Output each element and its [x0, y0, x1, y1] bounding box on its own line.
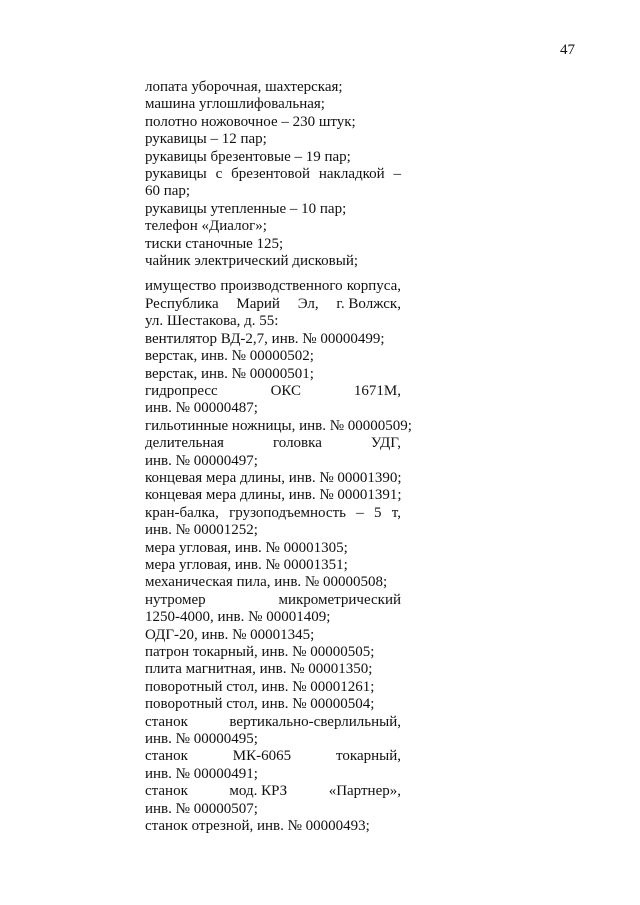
text-line: инв. № 00001252; — [145, 522, 258, 539]
text-line: мера угловая, инв. № 00001305; — [145, 539, 348, 556]
page-number: 47 — [560, 42, 575, 58]
paragraph-gap — [145, 270, 401, 278]
text-line: лопата уборочная, шахтерская; — [145, 79, 343, 95]
item-list-top — [145, 79, 401, 270]
text-line: 1250-4000, инв. № 00001409; — [145, 609, 331, 626]
word: – — [393, 166, 401, 183]
word: 1671М, — [353, 382, 401, 399]
word: Эл, — [297, 295, 319, 312]
item-list-production-building — [145, 278, 412, 835]
text-line: патрон токарный, инв. № 00000505; — [145, 644, 375, 660]
word: производственного — [220, 278, 343, 295]
word: нутромер — [145, 591, 206, 608]
word: рукавицы — [145, 166, 207, 183]
word: мод. КРЗ — [229, 783, 288, 800]
text-line — [145, 166, 401, 183]
text-line — [145, 383, 401, 400]
word: накладкой — [318, 166, 385, 183]
word: станок — [145, 783, 188, 800]
word: – — [356, 504, 364, 521]
text-line: инв. № 00000495; — [145, 731, 258, 748]
word: грузоподъемность — [229, 504, 346, 521]
text-line: телефон «Диалог»; — [145, 218, 267, 235]
text-line: инв. № 00000497; — [145, 452, 258, 469]
text-line: чайник электрический дисковый; — [145, 253, 359, 270]
text-line: концевая мера длины, инв. № 00001390; — [145, 469, 402, 486]
word: микрометрический — [278, 591, 401, 608]
text-line: механическая пила, инв. № 00000508; — [145, 574, 388, 591]
text-line: тиски станочные 125; — [145, 235, 284, 252]
text-line: инв. № 00000491; — [145, 765, 258, 782]
word: имущество — [145, 278, 217, 295]
word: делительная — [145, 435, 224, 452]
word: Республика — [145, 295, 219, 312]
word: токарный, — [336, 748, 401, 765]
text-line — [145, 296, 401, 313]
word: 5 — [374, 504, 382, 521]
text-line: рукавицы – 12 пар; — [145, 131, 267, 148]
word: гидропресс — [145, 382, 218, 399]
text-column — [145, 79, 412, 835]
text-line: машина углошлифовальная; — [145, 96, 325, 113]
text-line: 60 пар; — [145, 183, 191, 200]
text-line: рукавицы брезентовые – 19 пар; — [145, 148, 351, 165]
word: с — [215, 166, 223, 183]
text-line: инв. № 00000487; — [145, 400, 258, 417]
text-line — [145, 783, 401, 800]
text-line — [145, 435, 401, 452]
word: г. Волжск, — [336, 295, 401, 312]
text-line — [145, 748, 401, 765]
word: ОКС — [270, 382, 302, 399]
text-line: вентилятор ВД-2,7, инв. № 00000499; — [145, 330, 385, 347]
text-line: верстак, инв. № 00000501; — [145, 365, 314, 382]
text-line: плита магнитная, инв. № 00001350; — [145, 661, 373, 678]
text-line — [145, 592, 401, 609]
word: вертикально-сверлильный, — [229, 713, 401, 730]
text-line: концевая мера длины, инв. № 00001391; — [145, 487, 402, 504]
word: станок — [145, 713, 188, 730]
text-line: станок отрезной, инв. № 00000493; — [145, 818, 370, 835]
word: УДГ, — [370, 435, 401, 452]
text-line: поворотный стол, инв. № 00001261; — [145, 678, 375, 695]
word: станок — [145, 748, 188, 765]
word: головка — [272, 435, 322, 452]
text-line — [145, 714, 401, 731]
text-line — [145, 505, 401, 522]
text-line: верстак, инв. № 00000502; — [145, 348, 314, 365]
text-line: инв. № 00000507; — [145, 800, 258, 817]
word: МК-6065 — [232, 748, 292, 765]
text-line: ул. Шестакова, д. 55: — [145, 313, 279, 330]
word: «Партнер», — [328, 783, 401, 800]
text-line: ОДГ-20, инв. № 00001345; — [145, 626, 315, 643]
text-line: рукавицы утепленные – 10 пар; — [145, 200, 347, 217]
word: Марий — [236, 295, 280, 312]
text-line: полотно ножовочное – 230 штук; — [145, 113, 356, 130]
word: брезентовой — [231, 166, 311, 183]
word: т, — [391, 504, 401, 521]
word: корпуса, — [346, 278, 401, 295]
word: кран-балка, — [145, 504, 219, 521]
text-line: поворотный стол, инв. № 00000504; — [145, 696, 375, 713]
text-line: мера угловая, инв. № 00001351; — [145, 556, 348, 573]
text-line: гильотинные ножницы, инв. № 00000509; — [145, 417, 412, 434]
text-line — [145, 278, 401, 295]
